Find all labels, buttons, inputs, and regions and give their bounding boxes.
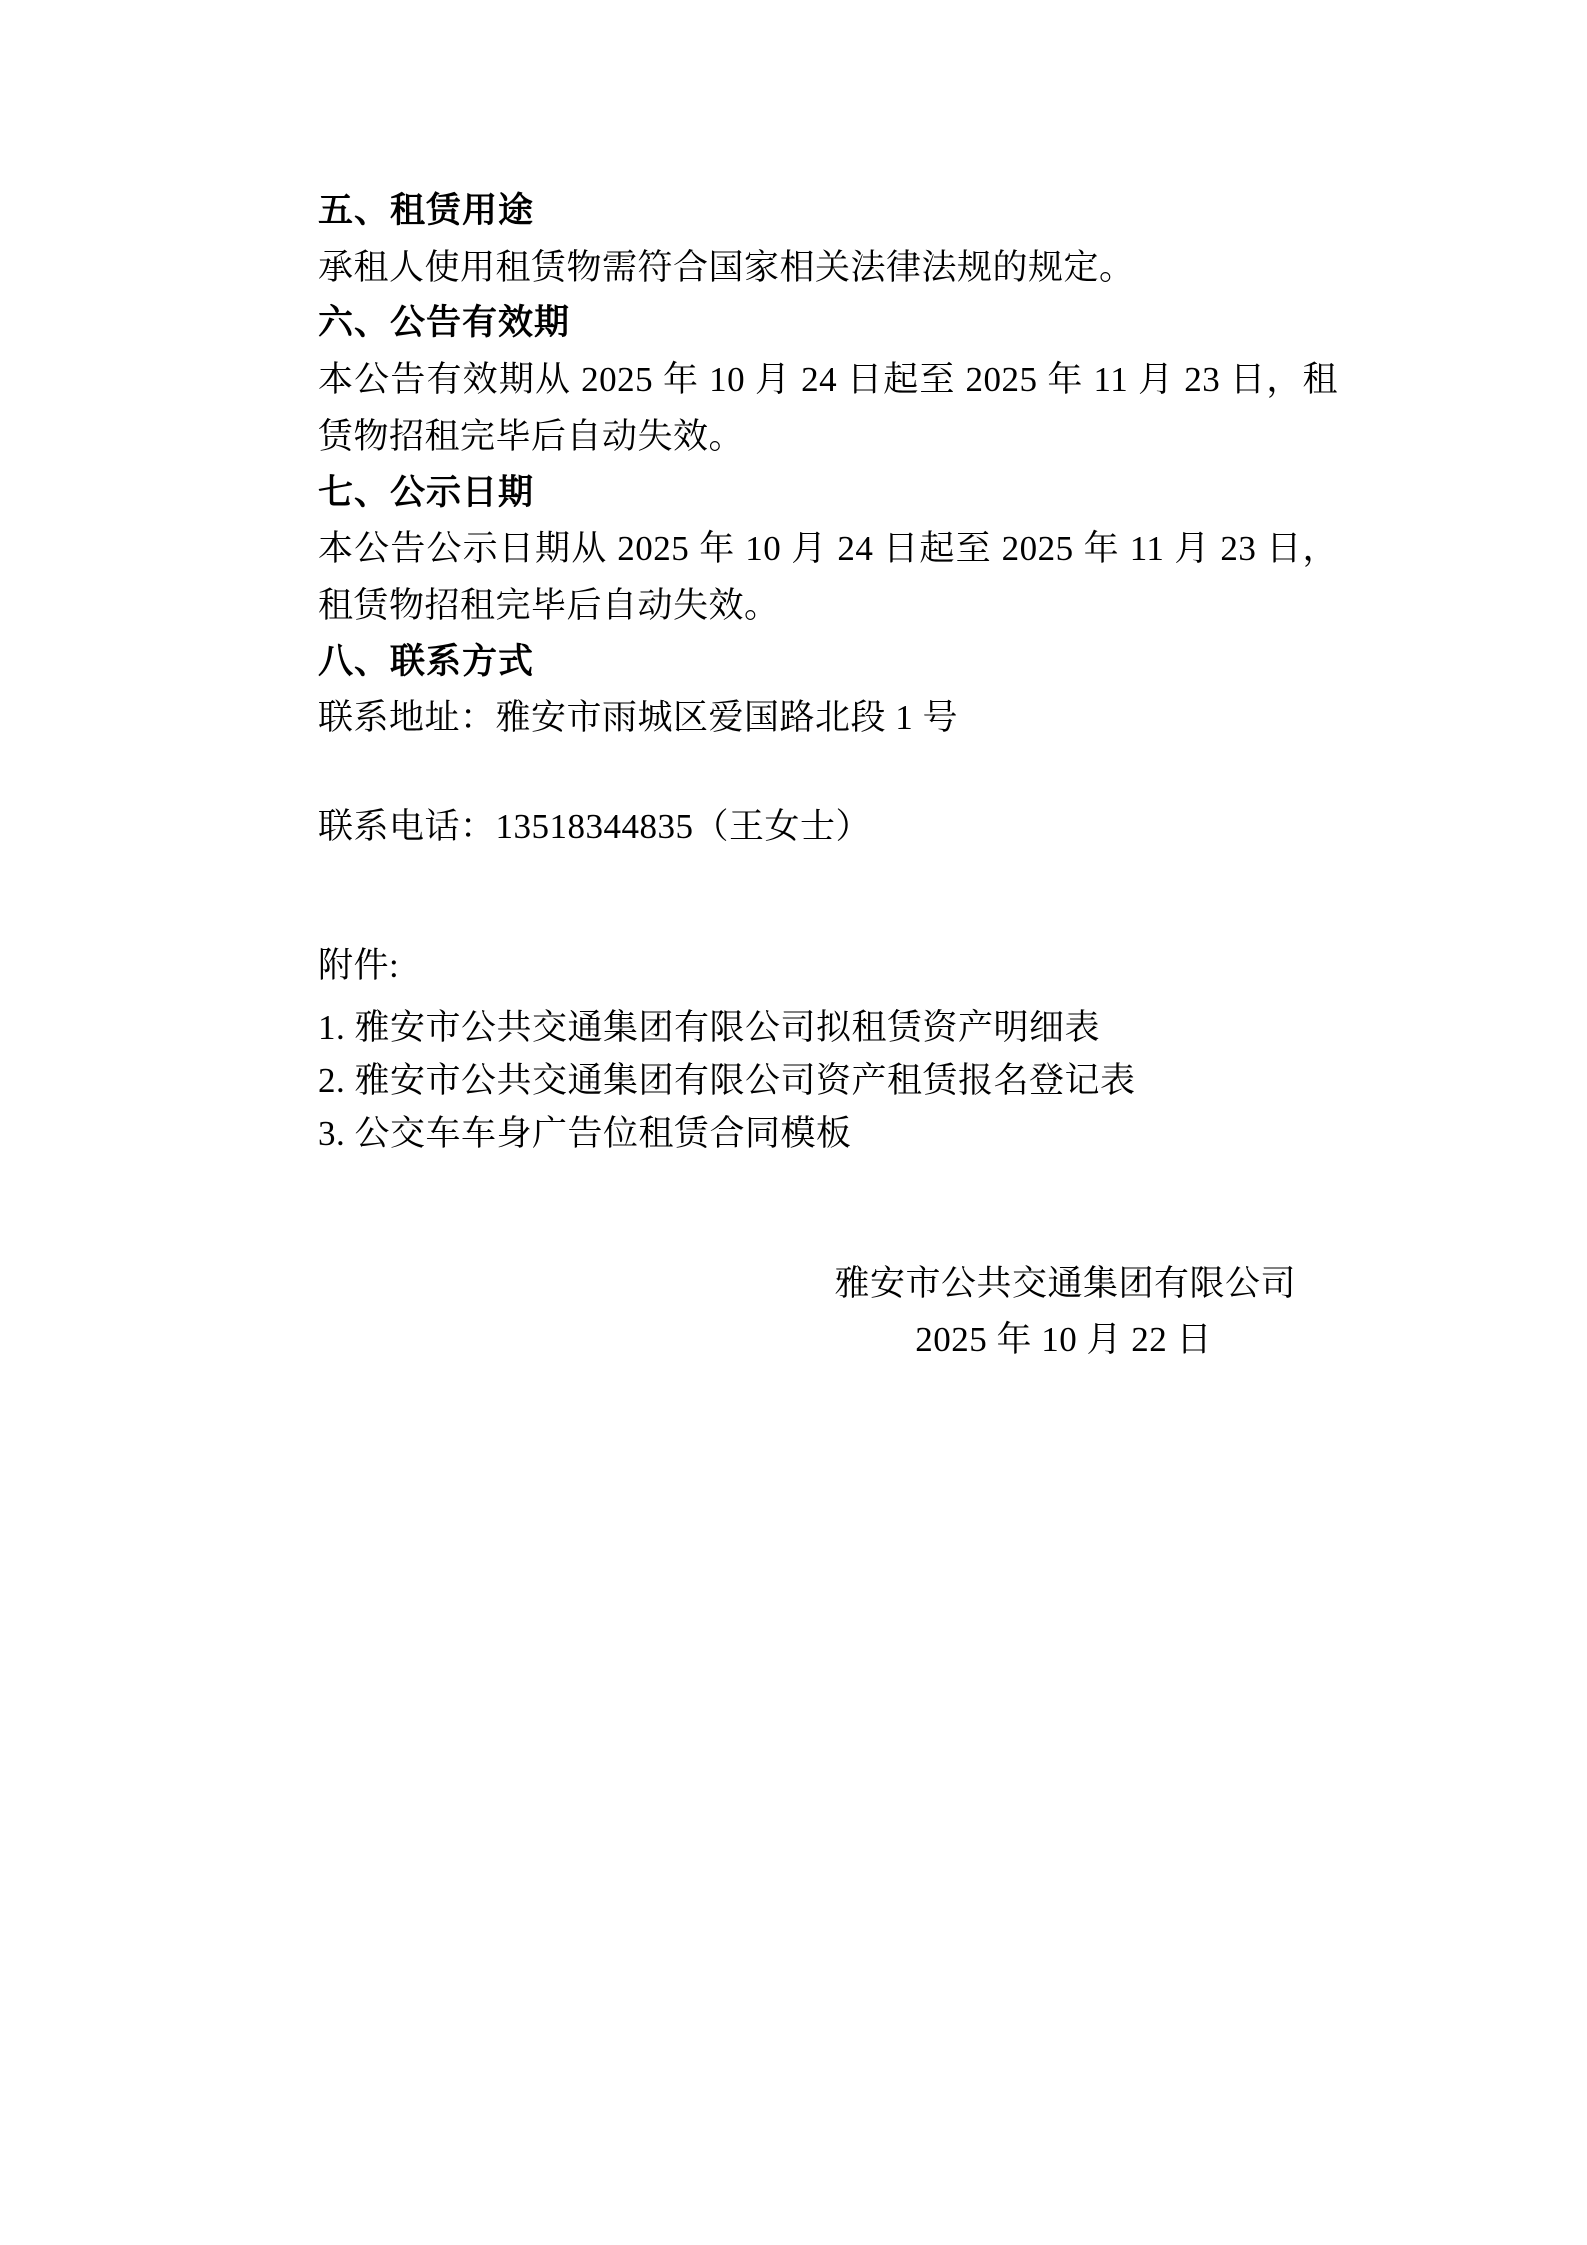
attachment-item-3: 3. 公交车车身广告位租赁合同模板 (318, 1113, 852, 1153)
section-6-paragraph-1: 本公告有效期从 2025 年 10 月 24 日起至 2025 年 11 月 23 日，租赁物招租完毕后自动失效。 (318, 360, 1338, 456)
contact-address: 联系地址：雅安市雨城区爱国路北段 1 号 (318, 698, 959, 738)
spacer-after-address (318, 753, 1338, 799)
section-7-paragraph-1: 本公告公示日期从 2025 年 10 月 24 日起至 2025 年 11 月 23 日，租赁物招租完毕后自动失效。 (318, 529, 1338, 625)
section-heading-8: 八、联系方式 (318, 641, 535, 682)
section-5-paragraph-1: 承租人使用租赁物需符合国家相关法律法规的规定。 (318, 247, 1135, 287)
signature-date: 2025 年 10 月 22 日 (915, 1320, 1212, 1360)
section-heading-6: 六、公告有效期 (318, 303, 571, 344)
section-heading-5: 五、租赁用途 (318, 191, 535, 231)
attachments-list (318, 1001, 1338, 1161)
section-heading-7: 七、公示日期 (318, 472, 535, 513)
spacer-before-attachments (318, 862, 1338, 938)
document-body (318, 190, 1338, 1368)
signature-organization: 雅安市公共交通集团有限公司 (834, 1264, 1296, 1304)
attachments-label: 附件: (318, 945, 400, 985)
signature-block (318, 1256, 1338, 1368)
attachment-item-2: 2. 雅安市公共交通集团有限公司资产租赁报名登记表 (318, 1060, 1136, 1100)
attachment-item-1: 1. 雅安市公共交通集团有限公司拟租赁资产明细表 (318, 1007, 1101, 1047)
contact-phone: 联系电话：13518344835（王女士） (318, 807, 872, 847)
